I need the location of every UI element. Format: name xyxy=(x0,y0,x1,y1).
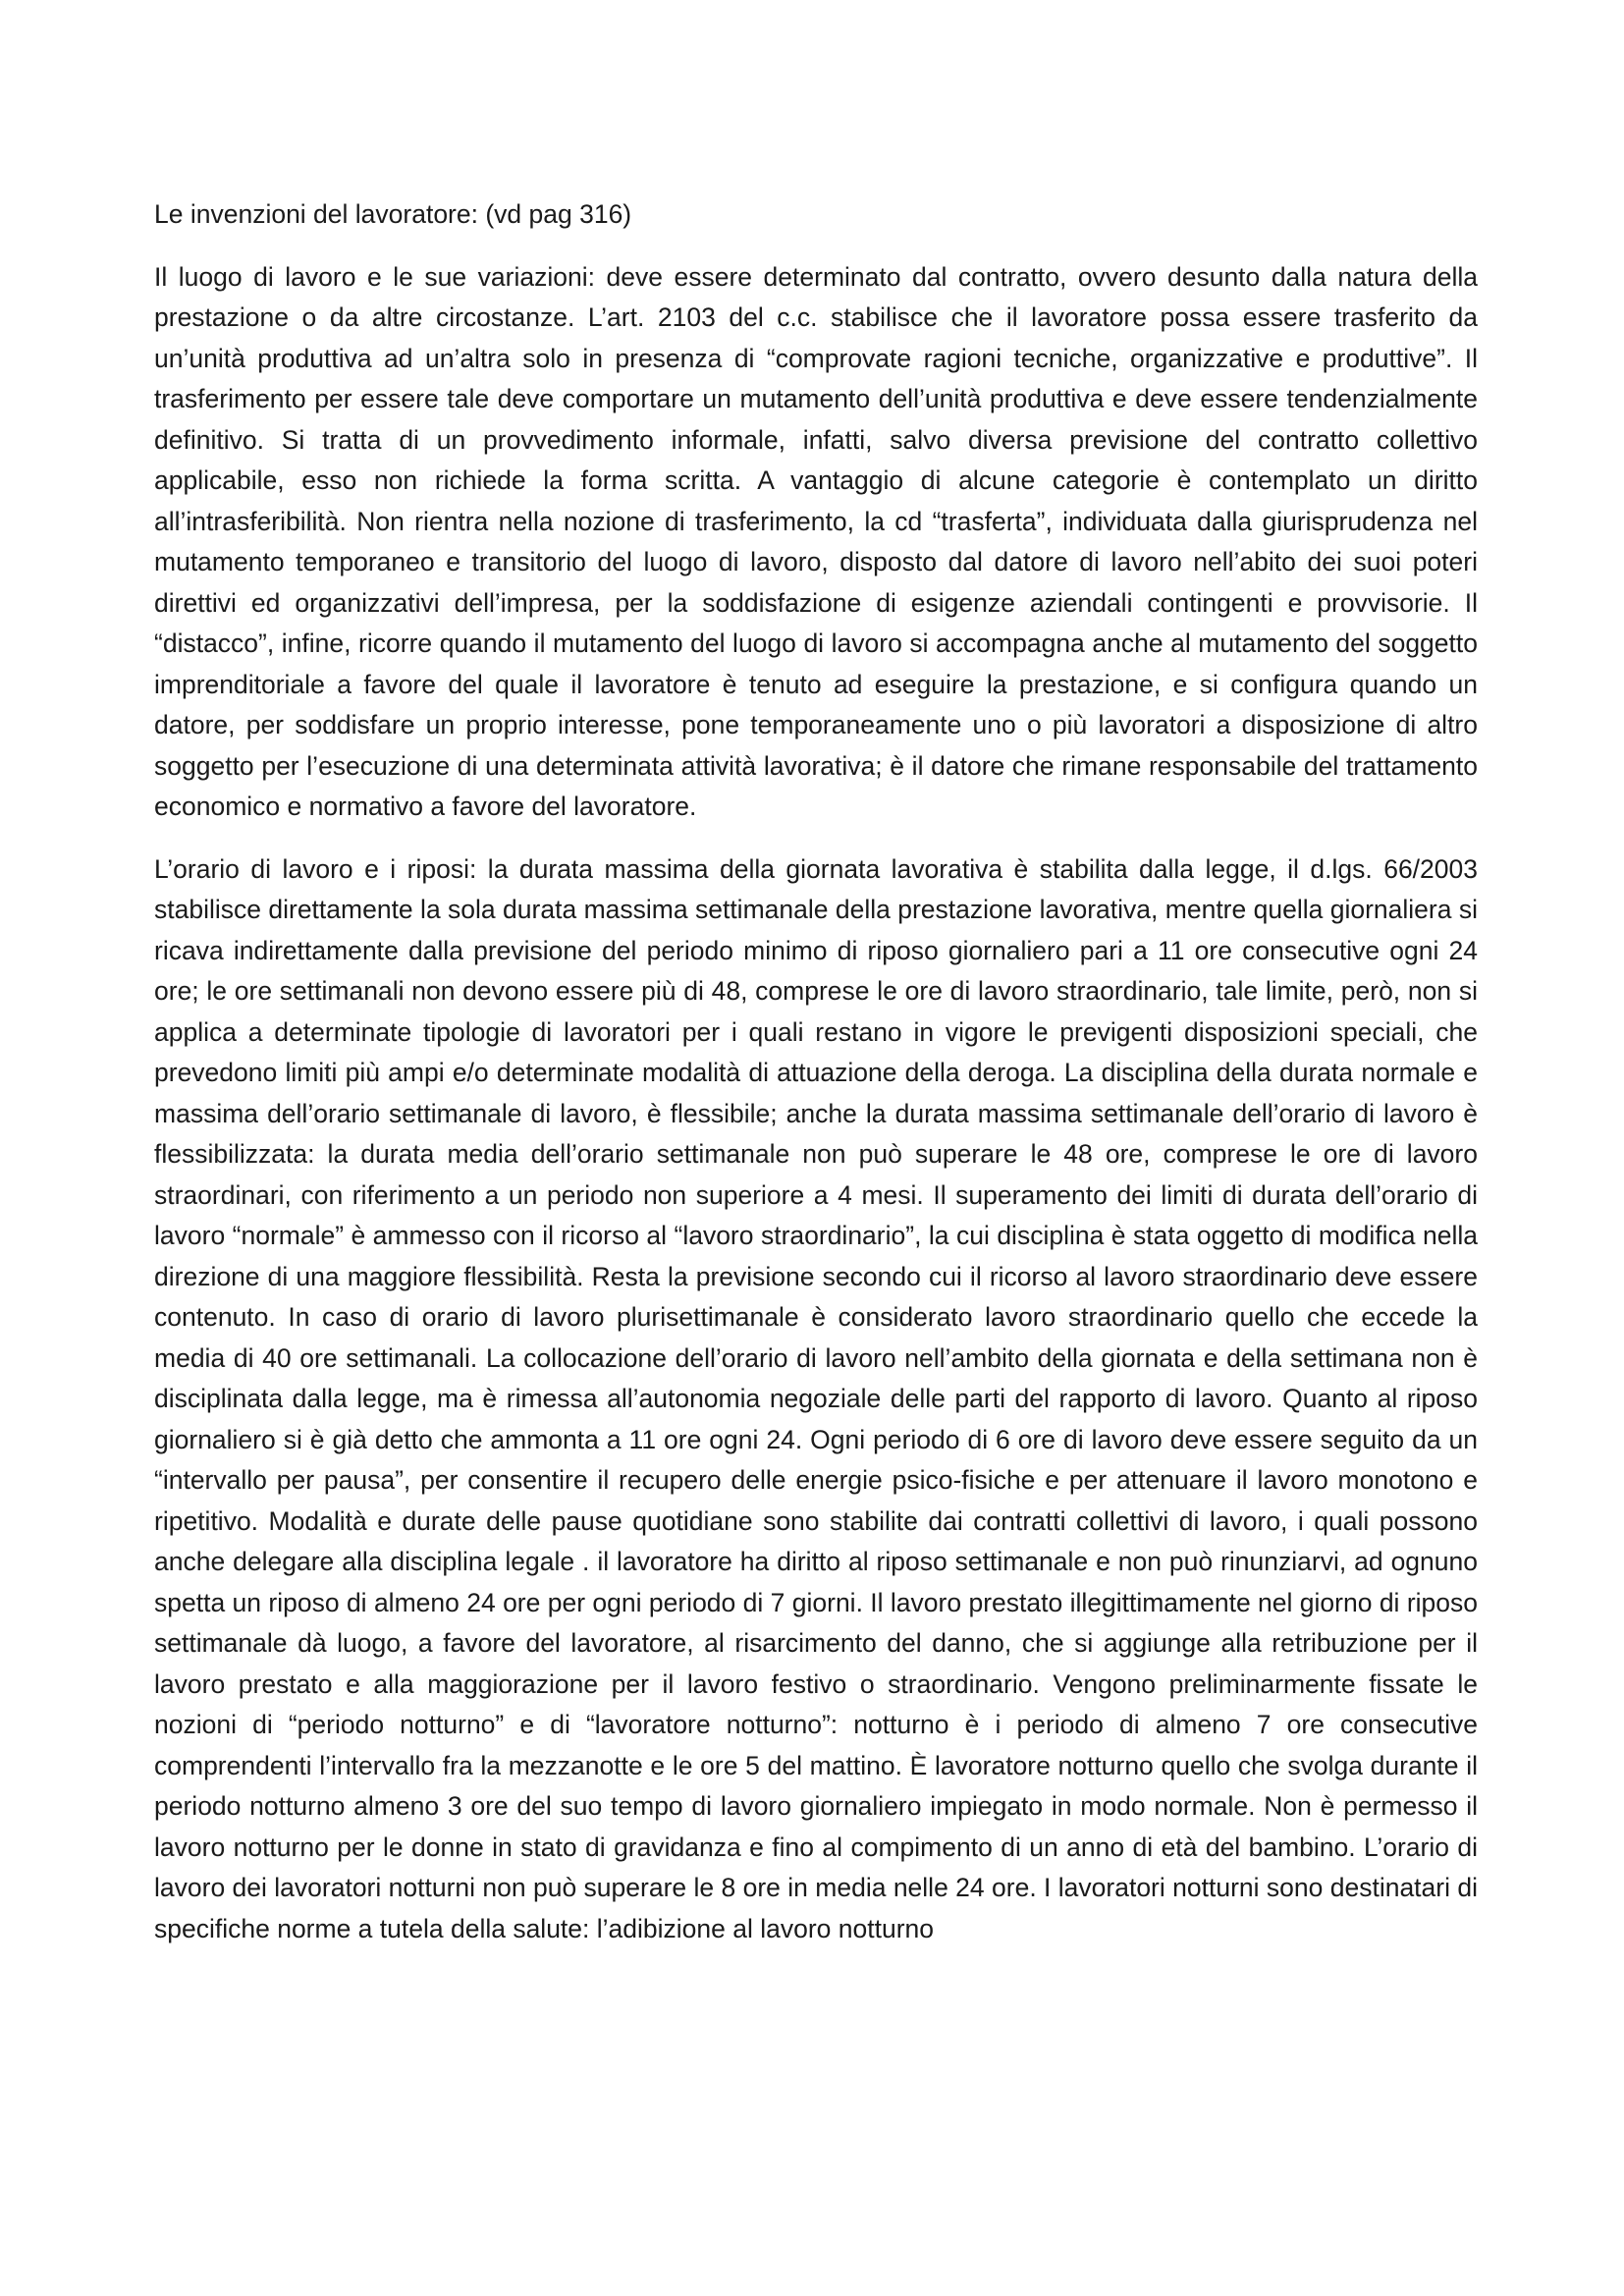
section-heading: Le invenzioni del lavoratore: (vd pag 316) xyxy=(154,199,632,229)
paragraph-orario-di-lavoro: L’orario di lavoro e i riposi: la durata massima della giornata lavorativa è stabilita dalla legge, il d.lgs. 66/2003 stabilisce direttamente la sola durata massima settimanale della prestazione lavorativa, mentre quella giornaliera si ricava indirettamente dalla previsione del periodo minimo di riposo giornaliero pari a 11 ore consecutive ogni 24 ore; le ore settimanali non devono essere più di 48, comprese le ore di lavoro straordinario, tale limite, però, non si applica a determinate tipologie di lavoratori per i quali restano in vigore le previgenti disposizioni speciali, che prevedono limiti più ampi e/o determinate modalità di attuazione della deroga. La disciplina della durata normale e massima dell’orario settimanale di lavoro, è flessibile; anche la durata massima settimanale dell’orario di lavoro è flessibilizzata: la durata media dell’orario settimanale non può superare le 48 ore, comprese le ore di lavoro straordinari, con riferimento a un periodo non superiore a 4 mesi. Il superamento dei limiti di durata dell’orario di lavoro “normale” è ammesso con il ricorso al “lavoro straordinario”, la cui disciplina è stata oggetto di modifica nella direzione di una maggiore flessibilità. Resta la previsione secondo cui il ricorso al lavoro straordinario deve essere contenuto. In caso di orario di lavoro plurisettimanale è considerato lavoro straordinario quello che eccede la media di 40 ore settimanali. La collocazione dell’orario di lavoro nell’ambito della giornata e della settimana non è disciplinata dalla legge, ma è rimessa all’autonomia negoziale delle parti del rapporto di lavoro. Quanto al riposo giornaliero si è già detto che ammonta a 11 ore ogni 24. Ogni periodo di 6 ore di lavoro deve essere seguito da un “intervallo per pausa”, per consentire il recupero delle energie psico-fisiche e per attenuare il lavoro monotono e ripetitivo. Modalità e durate delle pause quotidiane sono stabilite dai contratti collettivi di lavoro, i quali possono anche delegare alla disciplina legale . il lavoratore ha diritto al riposo settimanale e non può rinunziarvi, ad ognuno spetta un riposo di almeno 24 ore per ogni periodo di 7 giorni. Il lavoro prestato illegittimamente nel giorno di riposo settimanale dà luogo, a favore del lavoratore, al risarcimento del danno, che si aggiunge alla retribuzione per il lavoro prestato e alla maggiorazione per il lavoro festivo o straordinario. Vengono preliminarmente fissate le nozioni di “periodo notturno” e di “lavoratore notturno”: notturno è i periodo di almeno 7 ore consecutive comprendenti l’intervallo fra la mezzanotte e le ore 5 del mattino. È lavoratore notturno quello che svolga durante il periodo notturno almeno 3 ore del suo tempo di lavoro giornaliero impiegato in modo normale. Non è permesso il lavoro notturno per le donne in stato di gravidanza e fino al compimento di un anno di età del bambino. L’orario di lavoro dei lavoratori notturni non può superare le 8 ore in media nelle 24 ore. I lavoratori notturni sono destinatari di specifiche norme a tutela della salute: l’adibizione al lavoro notturno xyxy=(154,853,1478,1943)
document-page xyxy=(154,194,1478,1971)
paragraph-luogo-di-lavoro: Il luogo di lavoro e le sue variazioni: deve essere determinato dal contratto, ovvero desunto dalla natura della prestazione o da altre circostanze. L’art. 2103 del c.c. stabilisce che il lavoratore possa essere trasferito da un’unità produttiva ad un’altra solo in presenza di “comprovate ragioni tecniche, organizzative e produttive”. Il trasferimento per essere tale deve comportare un mutamento dell’unità produttiva e deve essere tendenzialmente definitivo. Si tratta di un provvedimento informale, infatti, salvo diversa previsione del contratto collettivo applicabile, esso non richiede la forma scritta. A vantaggio di alcune categorie è contemplato un diritto all’intrasferibilità. Non rientra nella nozione di trasferimento, la cd “trasferta”, individuata dalla giurisprudenza nel mutamento temporaneo e transitorio del luogo di lavoro, disposto dal datore di lavoro nell’abito dei suoi poteri direttivi ed organizzativi dell’impresa, per la soddisfazione di esigenze aziendali contingenti e provvisorie. Il “distacco”, infine, ricorre quando il mutamento del luogo di lavoro si accompagna anche al mutamento del soggetto imprenditoriale a favore del quale il lavoratore è tenuto ad eseguire la prestazione, e si configura quando un datore, per soddisfare un proprio interesse, pone temporaneamente uno o più lavoratori a disposizione di altro soggetto per l’esecuzione di una determinata attività lavorativa; è il datore che rimane responsabile del trattamento economico e normativo a favore del lavoratore. xyxy=(154,261,1478,821)
